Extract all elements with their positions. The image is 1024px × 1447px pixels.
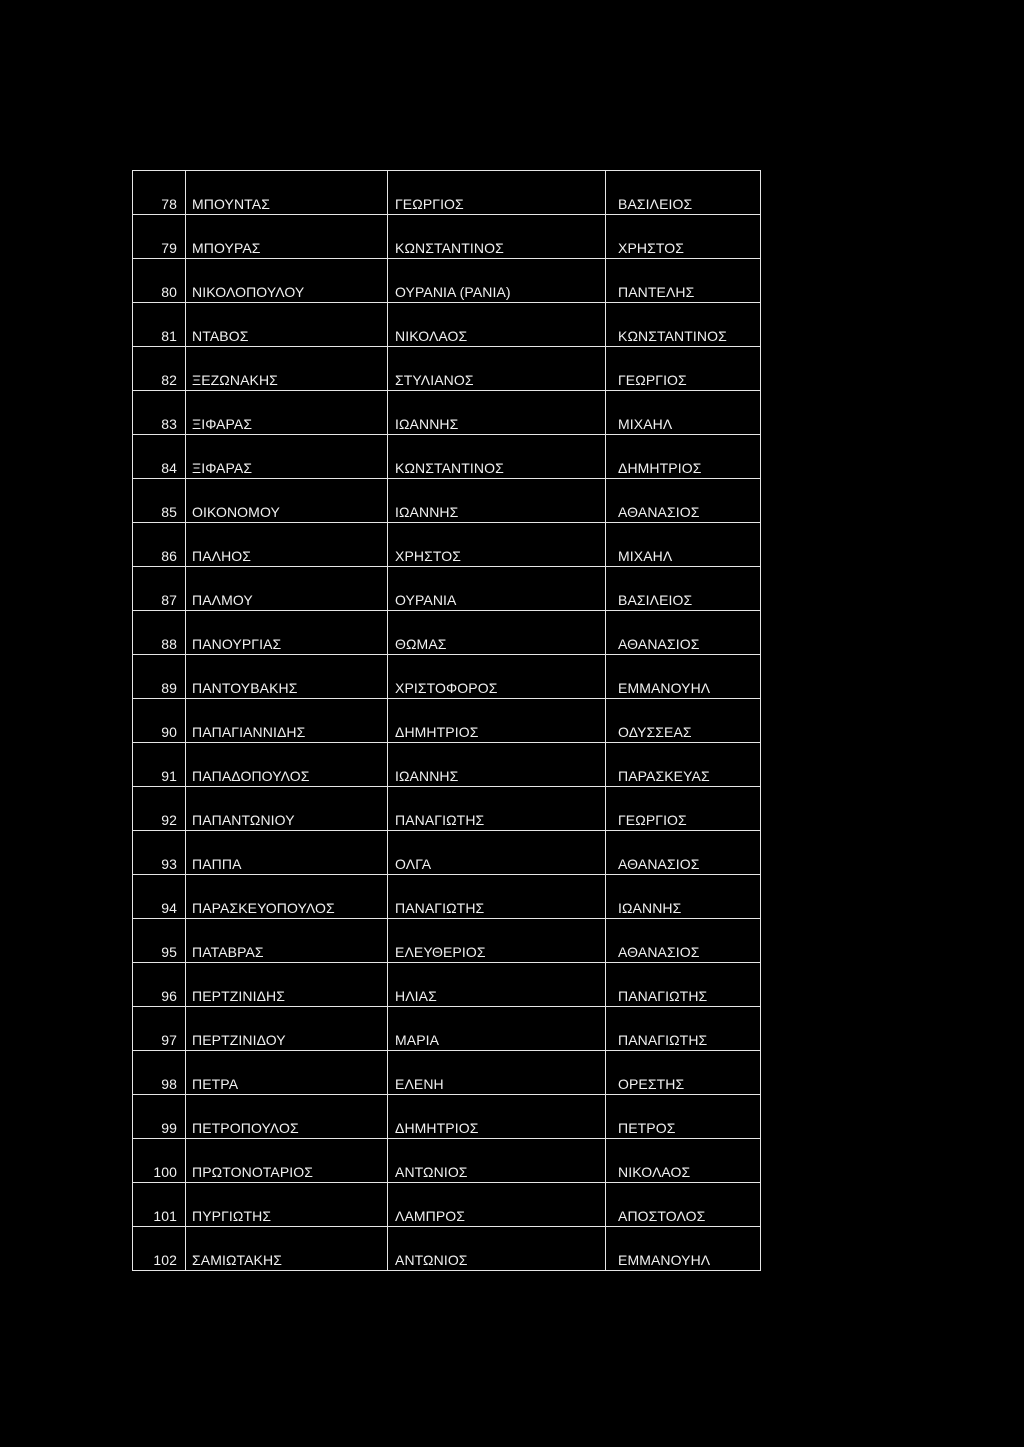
- row-number-cell: [133, 1183, 186, 1227]
- father-name-cell: [606, 215, 761, 259]
- row-number: 79: [161, 240, 177, 256]
- surname: ΣΑΜΙΩΤΑΚΗΣ: [192, 1252, 282, 1268]
- row-number-cell: [133, 743, 186, 787]
- table-row: [133, 523, 761, 567]
- row-number-cell: [133, 831, 186, 875]
- surname-cell: [186, 743, 388, 787]
- table-row: [133, 259, 761, 303]
- first-name: ΙΩΑΝΝΗΣ: [395, 416, 459, 432]
- first-name: ΗΛΙΑΣ: [395, 988, 437, 1004]
- row-number-cell: [133, 215, 186, 259]
- surname-cell: [186, 523, 388, 567]
- surname: ΠΕΤΡΑ: [192, 1076, 239, 1092]
- row-number-cell: [133, 391, 186, 435]
- first-name: ΓΕΩΡΓΙΟΣ: [395, 196, 464, 212]
- surname: ΠΑΛΗΟΣ: [192, 548, 252, 564]
- father-name: ΑΘΑΝΑΣΙΟΣ: [618, 856, 700, 872]
- table-row: [133, 479, 761, 523]
- first-name: ΚΩΝΣΤΑΝΤΙΝΟΣ: [395, 460, 504, 476]
- surname: ΠΑΝΤΟΥΒΑΚΗΣ: [192, 680, 298, 696]
- father-name-cell: [606, 435, 761, 479]
- row-number-cell: [133, 963, 186, 1007]
- first-name-cell: [388, 1227, 606, 1271]
- row-number: 97: [161, 1032, 177, 1048]
- first-name: ΟΥΡΑΝΙΑ: [395, 592, 457, 608]
- row-number-cell: [133, 875, 186, 919]
- row-number: 98: [161, 1076, 177, 1092]
- first-name-cell: [388, 919, 606, 963]
- father-name-cell: [606, 391, 761, 435]
- table-row: [133, 435, 761, 479]
- first-name-cell: [388, 1007, 606, 1051]
- first-name-cell: [388, 1095, 606, 1139]
- first-name: ΠΑΝΑΓΙΩΤΗΣ: [395, 812, 485, 828]
- row-number-cell: [133, 435, 186, 479]
- father-name: ΝΙΚΟΛΑΟΣ: [618, 1164, 691, 1180]
- row-number: 87: [161, 592, 177, 608]
- table-row: [133, 215, 761, 259]
- first-name-cell: [388, 567, 606, 611]
- father-name: ΜΙΧΑΗΛ: [618, 548, 673, 564]
- surname-cell: [186, 259, 388, 303]
- father-name-cell: [606, 1051, 761, 1095]
- father-name-cell: [606, 875, 761, 919]
- father-name: ΚΩΝΣΤΑΝΤΙΝΟΣ: [618, 328, 727, 344]
- first-name-cell: [388, 215, 606, 259]
- first-name-cell: [388, 479, 606, 523]
- first-name: ΙΩΑΝΝΗΣ: [395, 504, 459, 520]
- first-name: ΟΛΓΑ: [395, 856, 432, 872]
- father-name-cell: [606, 347, 761, 391]
- surname-cell: [186, 1139, 388, 1183]
- row-number-cell: [133, 787, 186, 831]
- surname-cell: [186, 1183, 388, 1227]
- father-name: ΟΔΥΣΣΕΑΣ: [618, 724, 692, 740]
- first-name: ΔΗΜΗΤΡΙΟΣ: [395, 1120, 479, 1136]
- first-name: ΧΡΗΣΤΟΣ: [395, 548, 461, 564]
- father-name: ΠΑΡΑΣΚΕΥΑΣ: [618, 768, 710, 784]
- row-number-cell: [133, 479, 186, 523]
- father-name: ΙΩΑΝΝΗΣ: [618, 900, 682, 916]
- first-name-cell: [388, 391, 606, 435]
- row-number: 102: [153, 1252, 177, 1268]
- row-number-cell: [133, 303, 186, 347]
- father-name-cell: [606, 831, 761, 875]
- surname: ΠΡΩΤΟΝΟΤΑΡΙΟΣ: [192, 1164, 314, 1180]
- table-row: [133, 171, 761, 215]
- row-number-cell: [133, 347, 186, 391]
- surname-cell: [186, 567, 388, 611]
- surname: ΠΑΛΜΟΥ: [192, 592, 253, 608]
- first-name-cell: [388, 787, 606, 831]
- father-name-cell: [606, 1183, 761, 1227]
- surname: ΠΑΠΑΔΟΠΟΥΛΟΣ: [192, 768, 310, 784]
- father-name: ΠΑΝΤΕΛΗΣ: [618, 284, 695, 300]
- row-number: 93: [161, 856, 177, 872]
- row-number: 100: [153, 1164, 177, 1180]
- table-row: [133, 611, 761, 655]
- row-number-cell: [133, 1051, 186, 1095]
- first-name-cell: [388, 435, 606, 479]
- father-name: ΓΕΩΡΓΙΟΣ: [618, 812, 687, 828]
- surname: ΠΕΡΤΖΙΝΙΔΗΣ: [192, 988, 285, 1004]
- father-name-cell: [606, 963, 761, 1007]
- first-name-cell: [388, 699, 606, 743]
- father-name: ΓΕΩΡΓΙΟΣ: [618, 372, 687, 388]
- father-name: ΕΜΜΑΝΟΥΗΛ: [618, 1252, 711, 1268]
- row-number: 94: [161, 900, 177, 916]
- first-name: ΙΩΑΝΝΗΣ: [395, 768, 459, 784]
- row-number: 95: [161, 944, 177, 960]
- first-name-cell: [388, 655, 606, 699]
- surname-cell: [186, 655, 388, 699]
- row-number: 101: [153, 1208, 177, 1224]
- father-name: ΑΠΟΣΤΟΛΟΣ: [618, 1208, 706, 1224]
- row-number-cell: [133, 523, 186, 567]
- first-name-cell: [388, 1051, 606, 1095]
- father-name: ΠΕΤΡΟΣ: [618, 1120, 676, 1136]
- father-name-cell: [606, 259, 761, 303]
- table-row: [133, 875, 761, 919]
- table-row: [133, 1139, 761, 1183]
- first-name: ΔΗΜΗΤΡΙΟΣ: [395, 724, 479, 740]
- row-number-cell: [133, 1095, 186, 1139]
- row-number: 82: [161, 372, 177, 388]
- row-number: 91: [161, 768, 177, 784]
- first-name-cell: [388, 963, 606, 1007]
- row-number: 86: [161, 548, 177, 564]
- row-number-cell: [133, 1227, 186, 1271]
- surname-cell: [186, 875, 388, 919]
- first-name-cell: [388, 831, 606, 875]
- surname: ΞΕΖΩΝΑΚΗΣ: [192, 372, 278, 388]
- father-name-cell: [606, 787, 761, 831]
- surname-cell: [186, 1095, 388, 1139]
- first-name-cell: [388, 171, 606, 215]
- first-name: ΕΛΕΝΗ: [395, 1076, 444, 1092]
- first-name: ΑΝΤΩΝΙΟΣ: [395, 1164, 468, 1180]
- row-number: 90: [161, 724, 177, 740]
- row-number: 84: [161, 460, 177, 476]
- row-number: 99: [161, 1120, 177, 1136]
- father-name-cell: [606, 1007, 761, 1051]
- first-name-cell: [388, 259, 606, 303]
- father-name: ΠΑΝΑΓΙΩΤΗΣ: [618, 1032, 708, 1048]
- surname: ΞΙΦΑΡΑΣ: [192, 416, 253, 432]
- surname: ΠΑΡΑΣΚΕΥΟΠΟΥΛΟΣ: [192, 900, 335, 916]
- row-number-cell: [133, 567, 186, 611]
- father-name: ΒΑΣΙΛΕΙΟΣ: [618, 196, 693, 212]
- father-name-cell: [606, 1139, 761, 1183]
- father-name: ΠΑΝΑΓΙΩΤΗΣ: [618, 988, 708, 1004]
- father-name-cell: [606, 919, 761, 963]
- surname-cell: [186, 831, 388, 875]
- father-name: ΧΡΗΣΤΟΣ: [618, 240, 684, 256]
- surname: ΠΑΠΑΓΙΑΝΝΙΔΗΣ: [192, 724, 306, 740]
- surname: ΟΙΚΟΝΟΜΟΥ: [192, 504, 280, 520]
- table-row: [133, 919, 761, 963]
- father-name-cell: [606, 611, 761, 655]
- table-row: [133, 787, 761, 831]
- row-number-cell: [133, 1007, 186, 1051]
- surname-cell: [186, 479, 388, 523]
- row-number-cell: [133, 1139, 186, 1183]
- row-number: 92: [161, 812, 177, 828]
- row-number: 80: [161, 284, 177, 300]
- surname-cell: [186, 919, 388, 963]
- row-number: 83: [161, 416, 177, 432]
- surname-cell: [186, 1051, 388, 1095]
- father-name-cell: [606, 1095, 761, 1139]
- surname-cell: [186, 171, 388, 215]
- row-number: 81: [161, 328, 177, 344]
- table-row: [133, 1095, 761, 1139]
- table-row: [133, 391, 761, 435]
- first-name: ΣΤΥΛΙΑΝΟΣ: [395, 372, 474, 388]
- surname: ΠΕΡΤΖΙΝΙΔΟΥ: [192, 1032, 286, 1048]
- father-name: ΔΗΜΗΤΡΙΟΣ: [618, 460, 702, 476]
- father-name: ΕΜΜΑΝΟΥΗΛ: [618, 680, 711, 696]
- surname: ΠΑΠΠΑ: [192, 856, 242, 872]
- surname-cell: [186, 699, 388, 743]
- row-number-cell: [133, 611, 186, 655]
- table-row: [133, 1183, 761, 1227]
- names-table: [132, 170, 761, 1271]
- surname: ΝΤΑΒΟΣ: [192, 328, 249, 344]
- first-name: ΝΙΚΟΛΑΟΣ: [395, 328, 468, 344]
- row-number-cell: [133, 699, 186, 743]
- row-number-cell: [133, 655, 186, 699]
- father-name-cell: [606, 567, 761, 611]
- surname-cell: [186, 303, 388, 347]
- surname: ΠΑΝΟΥΡΓΙΑΣ: [192, 636, 282, 652]
- father-name-cell: [606, 699, 761, 743]
- surname-cell: [186, 611, 388, 655]
- row-number: 89: [161, 680, 177, 696]
- father-name-cell: [606, 479, 761, 523]
- surname: ΠΑΠΑΝΤΩΝΙΟΥ: [192, 812, 295, 828]
- first-name: ΘΩΜΑΣ: [395, 636, 447, 652]
- table-row: [133, 347, 761, 391]
- row-number: 96: [161, 988, 177, 1004]
- father-name-cell: [606, 171, 761, 215]
- first-name: ΚΩΝΣΤΑΝΤΙΝΟΣ: [395, 240, 504, 256]
- father-name-cell: [606, 523, 761, 567]
- father-name-cell: [606, 743, 761, 787]
- surname-cell: [186, 215, 388, 259]
- surname: ΝΙΚΟΛΟΠΟΥΛΟΥ: [192, 284, 305, 300]
- surname-cell: [186, 391, 388, 435]
- table-row: [133, 831, 761, 875]
- surname-cell: [186, 1007, 388, 1051]
- father-name: ΑΘΑΝΑΣΙΟΣ: [618, 944, 700, 960]
- surname: ΠΕΤΡΟΠΟΥΛΟΣ: [192, 1120, 299, 1136]
- first-name-cell: [388, 523, 606, 567]
- table-row: [133, 567, 761, 611]
- surname: ΞΙΦΑΡΑΣ: [192, 460, 253, 476]
- first-name-cell: [388, 1139, 606, 1183]
- table-row: [133, 699, 761, 743]
- table-row: [133, 1051, 761, 1095]
- surname: ΠΥΡΓΙΩΤΗΣ: [192, 1208, 272, 1224]
- father-name-cell: [606, 303, 761, 347]
- surname-cell: [186, 963, 388, 1007]
- father-name: ΒΑΣΙΛΕΙΟΣ: [618, 592, 693, 608]
- surname-cell: [186, 1227, 388, 1271]
- first-name-cell: [388, 743, 606, 787]
- row-number-cell: [133, 259, 186, 303]
- father-name: ΟΡΕΣΤΗΣ: [618, 1076, 685, 1092]
- first-name: ΟΥΡΑΝΙΑ (ΡΑΝΙΑ): [395, 284, 511, 300]
- names-table-body: [133, 171, 761, 1271]
- table-row: [133, 303, 761, 347]
- table-row: [133, 1227, 761, 1271]
- surname: ΜΠΟΥΡΑΣ: [192, 240, 261, 256]
- first-name-cell: [388, 611, 606, 655]
- table-row: [133, 655, 761, 699]
- row-number: 78: [161, 196, 177, 212]
- father-name-cell: [606, 1227, 761, 1271]
- father-name: ΜΙΧΑΗΛ: [618, 416, 673, 432]
- first-name-cell: [388, 1183, 606, 1227]
- father-name-cell: [606, 655, 761, 699]
- first-name: ΛΑΜΠΡΟΣ: [395, 1208, 466, 1224]
- table-row: [133, 743, 761, 787]
- first-name-cell: [388, 303, 606, 347]
- surname: ΜΠΟΥΝΤΑΣ: [192, 196, 270, 212]
- surname-cell: [186, 435, 388, 479]
- row-number: 85: [161, 504, 177, 520]
- first-name: ΠΑΝΑΓΙΩΤΗΣ: [395, 900, 485, 916]
- row-number: 88: [161, 636, 177, 652]
- row-number-cell: [133, 919, 186, 963]
- table-row: [133, 1007, 761, 1051]
- first-name-cell: [388, 347, 606, 391]
- first-name-cell: [388, 875, 606, 919]
- first-name: ΜΑΡΙΑ: [395, 1032, 440, 1048]
- first-name: ΕΛΕΥΘΕΡΙΟΣ: [395, 944, 486, 960]
- table-row: [133, 963, 761, 1007]
- first-name: ΑΝΤΩΝΙΟΣ: [395, 1252, 468, 1268]
- father-name: ΑΘΑΝΑΣΙΟΣ: [618, 504, 700, 520]
- row-number-cell: [133, 171, 186, 215]
- first-name: ΧΡΙΣΤΟΦΟΡΟΣ: [395, 680, 498, 696]
- surname: ΠΑΤΑΒΡΑΣ: [192, 944, 264, 960]
- father-name: ΑΘΑΝΑΣΙΟΣ: [618, 636, 700, 652]
- surname-cell: [186, 787, 388, 831]
- surname-cell: [186, 347, 388, 391]
